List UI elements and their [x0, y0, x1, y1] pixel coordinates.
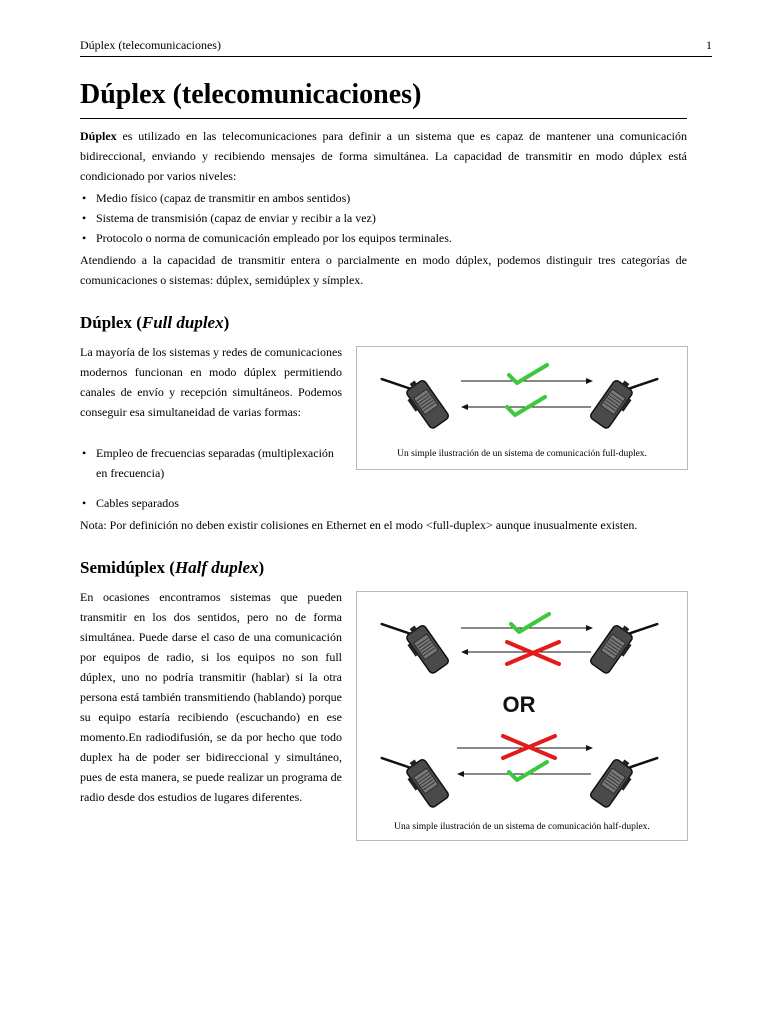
check-icon	[507, 397, 545, 415]
page-title: Dúplex (telecomunicaciones)	[80, 79, 422, 110]
page-number: 1	[706, 38, 712, 52]
half-duplex-paragraph: En ocasiones encontramos sistemas que pueden transmitir en los dos sentidos, pero no de forma simultánea. Puede darse el caso de una comunicación por equipos de radio, si los equipos no son full dúplex, uno no podría transmitir (hablar) si la otra persona está también transmitiendo (hablando) porque su equipo estaría recibiendo (escuchando) en ese momento.En radiodifusión, se da por hecho que todo duplex ha de poder ser bidireccional y simultáneo, pues de esta manera, se puede realizar un programa de radio desde dos estudios de lugares diferentes.	[80, 590, 342, 804]
header-divider	[80, 56, 712, 57]
radio-left-icon	[382, 360, 450, 437]
full-duplex-heading-term: Full duplex	[141, 313, 224, 332]
cross-icon	[503, 736, 555, 758]
list-item: • Protocolo o norma de comunicación empleado por los equipos terminales.	[80, 228, 687, 248]
full-duplex-caption: Un simple ilustración de un sistema de comunicación full-duplex.	[397, 449, 647, 459]
categories-paragraph: Atendiendo a la capacidad de transmitir entera o parcialmente en modo dúplex, podemos distinguir tres categorías de comunicaciones o sistemas: dúplex, semidúplex y símplex.	[80, 253, 687, 287]
radio-right-icon	[589, 605, 657, 682]
radio-left-icon	[382, 605, 450, 682]
list-item: • Cables separados	[80, 493, 687, 513]
list-item: • Sistema de transmisión (capaz de enviar y recibir a la vez)	[80, 208, 687, 228]
title-divider	[80, 118, 687, 119]
intro-text: es utilizado en las telecomunicaciones para definir a un sistema que es capaz de mantener una comunicación bidireccional, enviando y recibiendo mensajes de forma simultánea. La capacidad de transmitir en modo dúplex está condicionado por varios niveles:	[80, 129, 687, 183]
half-duplex-heading-term: Half duplex	[174, 558, 259, 577]
full-duplex-list-2	[80, 493, 687, 513]
full-duplex-paragraph: La mayoría de los sistemas y redes de comunicaciones modernos funcionan en modo dúplex permitiendo canales de envío y recepción simultáneos. Podemos conseguir esa simultaneidad de varias formas:	[80, 345, 342, 419]
half-duplex-figure	[356, 591, 688, 841]
check-icon	[509, 365, 547, 383]
full-duplex-list	[80, 443, 345, 483]
list-item: • Empleo de frecuencias separadas (multiplexación en frecuencia)	[80, 443, 345, 483]
intro-lead-term: Dúplex	[80, 129, 117, 143]
collision-note: Nota: Por definición no deben existir colisiones en Ethernet en el modo <full-duplex> aunque inusualmente existen.	[80, 518, 638, 532]
full-duplex-illustration	[357, 347, 687, 447]
or-label: OR	[502, 692, 536, 717]
half-duplex-heading: Semidúplex (Half duplex)	[80, 558, 265, 577]
full-duplex-figure	[356, 346, 688, 470]
list-item: • Medio físico (capaz de transmitir en ambos sentidos)	[80, 188, 687, 208]
half-duplex-illustration	[357, 592, 687, 816]
check-icon	[511, 614, 549, 632]
levels-list	[80, 188, 687, 248]
full-duplex-heading: Dúplex (Full duplex)	[80, 313, 230, 332]
running-header	[80, 38, 712, 56]
running-title: Dúplex (telecomunicaciones)	[80, 38, 221, 52]
radio-right-icon	[589, 360, 657, 437]
radio-left-icon	[382, 739, 450, 816]
check-icon	[509, 762, 547, 780]
half-duplex-caption: Una simple ilustración de un sistema de comunicación half-duplex.	[394, 822, 650, 832]
radio-right-icon	[589, 739, 657, 816]
intro-paragraph	[80, 126, 687, 186]
cross-icon	[507, 642, 559, 664]
